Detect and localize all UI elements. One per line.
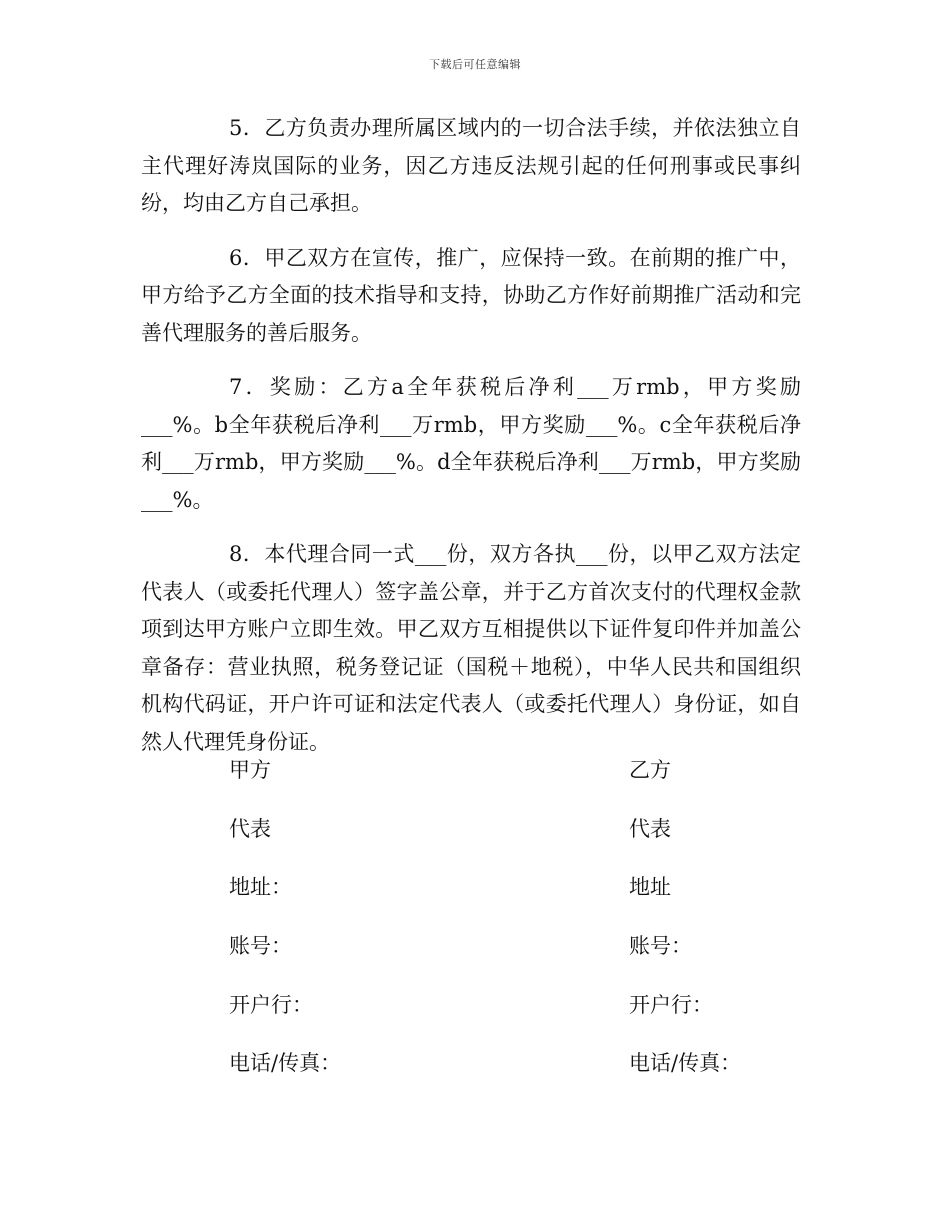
party-a-address: 地址：: [229, 875, 292, 900]
clause-8: 8．本代理合同一式___份，双方各执___份，以甲乙双方法定代表人（或委托代理人）签字盖公章，并于乙方首次支付的代理权金款项到达甲方账户立即生效。甲乙双方互相提供以下证件复印件并加盖公章备存：营业执照，税务登记证（国税＋地税），中华人民共和国组织机构代码证，开户许可证和法定代表人（或委托代理人）身份证，如自然人代理凭身份证。: [141, 542, 801, 754]
party-b-representative: 代表: [629, 816, 671, 841]
party-b-address: 地址: [629, 875, 671, 900]
party-a-representative: 代表: [229, 816, 271, 841]
contract-body: [141, 110, 801, 778]
page-header: 下载后可任意编辑: [429, 58, 521, 71]
party-b-title: 乙方: [629, 758, 671, 782]
party-a-title: 甲方: [229, 758, 271, 782]
party-b-phone-fax: 电话/传真：: [629, 1051, 742, 1076]
clause-6: 6．甲乙双方在宣传，推广，应保持一致。在前期的推广中，甲方给予乙方全面的技术指导和支持，协助乙方作好前期推广活动和完善代理服务的善后服务。: [141, 245, 801, 345]
party-b-column: [629, 752, 741, 1104]
clause-5: 5．乙方负责办理所属区域内的一切合法手续，并依法独立自主代理好涛岚国际的业务，因乙方违反法规引起的任何刑事或民事纠纷，均由乙方自己承担。: [141, 116, 801, 215]
clause-7: 7．奖励：乙方a全年获税后净利___万rmb，甲方奖励___%。b全年获税后净利___万rmb，甲方奖励___%。c全年获税后净利___万rmb，甲方奖励___%。d全年获税后净利___万rmb，甲方奖励___%。: [141, 375, 801, 512]
party-b-account: 账号：: [629, 934, 692, 959]
party-a-account: 账号：: [229, 934, 292, 959]
party-a-bank: 开户行：: [229, 992, 313, 1017]
party-a-column: [229, 752, 341, 1104]
party-a-phone-fax: 电话/传真：: [229, 1051, 342, 1076]
party-b-bank: 开户行：: [629, 992, 713, 1017]
